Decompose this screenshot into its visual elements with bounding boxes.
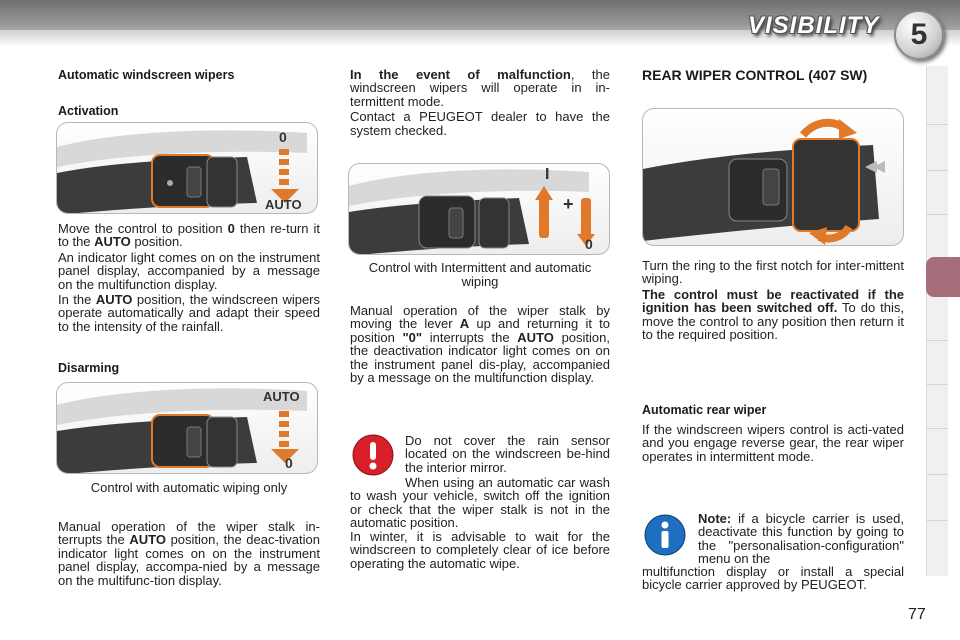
note-paragraph-continued: multifunction display or install a special bicycle carrier approved by PEUGEOT. xyxy=(642,564,904,593)
manual-operation-paragraph: Manual operation of the wiper stalk in-terrupts the AUTO position, the deac-tivation indicator light comes on on the instrument panel display, accompa-nied by a message on the multifunc-tion display. xyxy=(58,519,320,588)
warning-text-bottom xyxy=(350,476,610,532)
side-tab-divider xyxy=(926,428,948,429)
automatic-rear-wiper-paragraph: If the windscreen wipers control is acti-vated and you engage reverse gear, the rear wiper operates in intermittent mode. xyxy=(642,422,904,464)
side-tab-divider xyxy=(926,124,948,125)
rear-stalk-drawing xyxy=(643,109,904,246)
note-paragraph: Note: if a bicycle carrier is used, deactivate this function by going to the "personalisation-configuration" menu on the xyxy=(698,511,904,567)
side-tabs xyxy=(926,66,948,576)
caption-auto-only: Control with automatic wiping only xyxy=(90,480,288,495)
warning-paragraph-1: Do not cover the rain sensor located on the windscreen be-hind the interior mirror. xyxy=(405,433,610,475)
manual-operation-paragraph: Manual operation of the wiper stalk by moving the lever A up and returning it to position "0" interrupts the AUTO position, the deactivation indicator light comes on on the instrument panel dis-play, accompanied by a message on the multifunction display. xyxy=(350,303,610,386)
note-label: Note: xyxy=(698,511,732,526)
warning-text-top xyxy=(405,434,610,476)
rear-wiper-illustration xyxy=(642,108,904,246)
side-tab-divider xyxy=(926,214,948,215)
rear-wiper-text xyxy=(642,259,904,343)
side-tab-active[interactable] xyxy=(926,257,960,297)
activation-paragraph-3: In the AUTO position, the windscreen wipers operate automatically and adapt their speed to the intensity of the rainfall. xyxy=(58,292,321,334)
automatic-rear-wiper-text xyxy=(642,423,904,465)
caption-intermittent: Control with Intermittent and automatic wiping xyxy=(368,260,592,289)
warning-paragraph-3: In winter, it is advisable to wait for the windscreen to completely clear of ice before operating the automatic wipe. xyxy=(350,529,610,571)
position-one-label: I xyxy=(545,166,550,183)
stalk-illustration-activation xyxy=(56,122,318,214)
activation-text xyxy=(58,222,320,335)
plus-label: + xyxy=(563,194,574,214)
info-icon xyxy=(644,514,686,556)
turn-ring-paragraph: Turn the ring to the first notch for inter-mittent wiping. xyxy=(642,258,904,287)
auto-label: AUTO xyxy=(263,389,300,404)
note-text-top xyxy=(698,512,904,568)
position-zero-label: 0 xyxy=(585,236,593,252)
side-tab-divider xyxy=(926,170,948,171)
activation-heading: Activation xyxy=(58,104,119,118)
warning-text-winter xyxy=(350,530,610,572)
disarming-text xyxy=(58,520,320,589)
malfunction-text xyxy=(350,68,610,139)
chapter-title: VISIBILITY xyxy=(748,12,880,39)
activation-paragraph-1: Move the control to position 0 then re-turn it to the AUTO position. xyxy=(58,221,320,250)
chapter-number-badge: 5 xyxy=(894,10,944,60)
side-tab-divider xyxy=(926,474,948,475)
rear-wiper-title: REAR WIPER CONTROL (407 SW) xyxy=(642,67,868,83)
warning-paragraph-2: When using an automatic car wash to wash your vehicle, switch off the ignition or check that the wiper stalk is not in the automatic position. xyxy=(350,475,610,531)
side-tab-divider xyxy=(926,340,948,341)
activation-paragraph-2: An indicator light comes on on the instrument panel display, accompanied by a message on the multifunction display. xyxy=(58,249,320,292)
stalk-illustration-disarming xyxy=(56,382,318,474)
disarming-heading: Disarming xyxy=(58,361,120,375)
automatic-rear-wiper-heading: Automatic rear wiper xyxy=(642,403,767,417)
reactivate-paragraph: The control must be reactivated if the ignition has been switched off. To do this, move the control to any position then return it to the required position. xyxy=(642,286,904,343)
stalk-illustration-intermittent xyxy=(348,163,610,255)
note-text-bottom xyxy=(642,565,904,594)
position-zero-label: 0 xyxy=(279,129,287,145)
malfunction-paragraph-1: In the event of malfunction, the windscreen wipers will operate in in-termittent mode. xyxy=(350,67,610,109)
position-zero-label: 0 xyxy=(285,455,293,471)
malfunction-paragraph-2: Contact a PEUGEOT dealer to have the system checked. xyxy=(350,109,610,138)
auto-label: AUTO xyxy=(265,197,302,212)
section-title-automatic-wipers: Automatic windscreen wipers xyxy=(58,68,235,82)
warning-icon xyxy=(352,434,394,476)
manual-operation-text xyxy=(350,304,610,386)
page-number: 77 xyxy=(908,606,926,623)
side-tab-divider xyxy=(926,520,948,521)
side-tab-divider xyxy=(926,384,948,385)
